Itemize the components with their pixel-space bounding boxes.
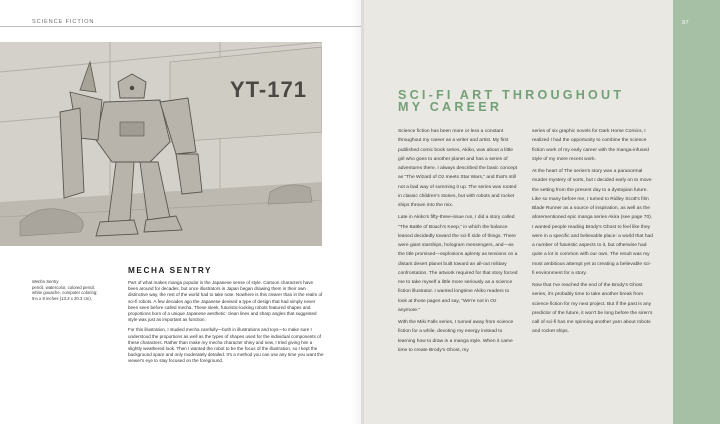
caption-line: pencil, watercolor, colored pencil, bbox=[32, 284, 96, 290]
left-body-text bbox=[128, 280, 324, 369]
paragraph: Part of what makes manga popular is the Japanese sense of style. Cartoon characters have been around for decades, but once illustrators in Japan began drawing them in their own distinctive way, the rest of the world had to take note. Nowhere is this clearer than in the realm of sci-fi robots. A few decades ago the Japanese devised a type of design that had simply never been seen before called mecha. These sleek, futuristic-looking robots featured shapes and proportions born of a unique Japanese aesthetic: clean lines and sharp angles that suggested style was just as important as function. bbox=[128, 280, 323, 323]
section-title: MECHA SENTRY bbox=[128, 266, 213, 275]
paragraph: For this illustration, I studied mecha carefully—both in illustrations and toys—to make sure I understood the proportions as well as the types of shapes used for the individual components of these characters. Rather than make my mecha character shiny and new, I tried giving him a slightly weathered look. Then I wanted the robot to be the focus of the illustration, so I kept the background spare and only moderately detailed. It's a method you can use any time you want the viewer's eye to stay focused on the foreground. bbox=[128, 327, 324, 364]
mecha-illustration bbox=[0, 42, 322, 246]
figure-caption bbox=[32, 279, 110, 301]
paragraph: With the Miki Falls series, I turned away from science fiction for a while, devoting my energy instead to learning how to draw in a manga style. When it came time to create Brody's Ghost, my bbox=[398, 320, 514, 353]
right-column-1 bbox=[398, 127, 519, 358]
chapter-title-line: MY CAREER bbox=[398, 100, 503, 114]
page-number: 97 bbox=[682, 20, 690, 26]
paragraph: At the heart of The series's story was a paranormal murder mystery of sorts, but I decided early on to move the setting from the present day to a dystopian future. Like so many before me, I turned to Ridley Scott's film Blade Runner as a source of inspiration, as well as the aforementioned epic manga series Akira (see page 70). I wanted people reading Brody's Ghost to feel like they were in a specific and believable place: a world that had a number of futuristic aspects to it, but otherwise had quite a lot in common with our own. The result was my most ambitious attempt yet at creating a believable sci-fi environment for a story. bbox=[532, 169, 653, 276]
right-column-2 bbox=[532, 127, 653, 340]
caption-line: white gouache, computer coloring; bbox=[32, 290, 98, 296]
wall-sign-text: YT-171 bbox=[230, 77, 307, 102]
side-color-strip bbox=[673, 0, 720, 424]
paragraph: Late in Akiko's fifty-three-issue run, I did a story called "The Battle of Boach's Keep," in which the balance leaned decidedly toward the sci-fi side of things. There were giant starships, hologram messengers, and—as the title promised—explosions aplenty as tensions on a distant desert planet built toward an all-out military confrontation. The artwork required for that story forced me to take myself a little more seriously as a science fiction illustrator. I wanted longtime Akiko readers to look at those pages and say, "We're not in Oz anymore." bbox=[398, 215, 518, 313]
caption-title: Mecha Sentry bbox=[32, 279, 59, 284]
running-head: SCIENCE FICTION bbox=[32, 19, 95, 25]
header-rule bbox=[0, 26, 361, 27]
paragraph: series of six graphic novels for Dark Horse Comics, I realized I had the opportunity to combine the science fiction work of my early career with the manga-infused style of my more recent work. bbox=[532, 129, 649, 162]
chapter-title bbox=[398, 89, 624, 113]
paragraph: Now that I've reached the end of the Brody's Ghost series, it's probably time to take another break from science fiction for my next project. But if the past is any predictor of the future, it won't be long before the siren's call of sci-fi has me spinning another yarn about robots and rocket ships. bbox=[532, 283, 653, 335]
mecha-drawing bbox=[0, 42, 322, 246]
book-gutter bbox=[352, 0, 364, 424]
chapter-title-line: SCI-FI ART THROUGHOUT bbox=[398, 88, 625, 102]
caption-line: 5¼ x 8 inches (13.3 x 20.3 cm). bbox=[32, 295, 92, 301]
paragraph: Science fiction has been more or less a constant throughout my career as a writer and artist. My first published comic book series, Akiko, was about a little girl who goes to another planet and has a series of adventures there. I always described the basic concept as "The Wizard of Oz meets Star Wars," and that's still not a bad way of summing it up. The series was rooted in classic children's stories, but with robots and rocket ships thrown into the mix. bbox=[398, 129, 518, 208]
